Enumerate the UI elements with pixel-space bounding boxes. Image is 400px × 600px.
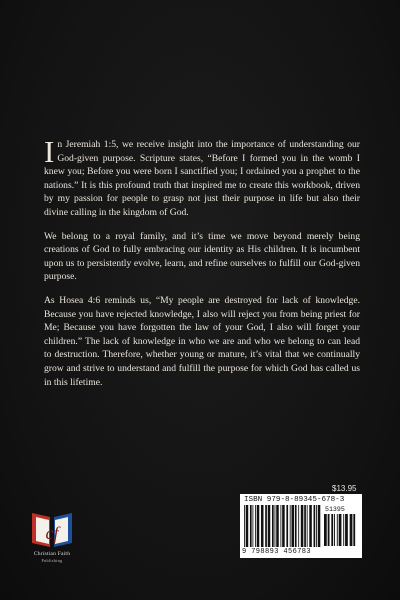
barcode-bar: [280, 505, 281, 547]
barcode-bar: [328, 514, 330, 546]
barcode-bar: [339, 514, 342, 546]
barcode-bar: [291, 505, 294, 547]
barcode-bar: [298, 505, 299, 547]
barcode-bar: [337, 514, 338, 546]
barcode-bar: [304, 505, 306, 547]
isbn-text: ISBN 979-8-89345-678-3: [244, 496, 345, 504]
paragraph-1: [44, 134, 360, 220]
publisher-subtitle: Publishing: [41, 558, 63, 563]
book-logo-icon: [28, 507, 76, 553]
drop-cap: I: [44, 134, 55, 169]
paragraph-3: As Hosea 4:6 reminds us, “My people are destroyed for lack of knowledge. Because you have rejected knowledge, I also will reject you from being priest for Me; Because you have forgotten the law of your God, I also will forget your children.” The lack of knowledge in who we are and who we belong to can lead to destruction. Therefore, whether young or mature, it’s vital that we continually grow and strive to understand and fulfill the purpose for which God has called us in this lifetime.: [44, 294, 360, 388]
price-label: $13.95: [332, 484, 357, 493]
barcode-bar: [314, 505, 316, 547]
barcode-bar: [265, 505, 267, 547]
barcode-bar: [250, 505, 252, 547]
barcode-bar: [275, 505, 276, 547]
barcode-bar: [334, 514, 335, 546]
barcode-bar: [295, 505, 297, 547]
ean-digits: 9 798893 456783: [242, 548, 312, 556]
barcode-bar: [282, 505, 285, 547]
barcode-bar: [261, 505, 264, 547]
barcode-bar: [290, 505, 291, 547]
barcode-bar: [331, 514, 333, 546]
paragraph-1-text: n Jeremiah 1:5, we receive insight into the importance of understanding our God-given purpose. Scripture states, “Before I formed you in the womb I knew you; Before you were born I sanctified you; I ordained you a prophet to the nations.” It is this profound truth that inspired me to create this workbook, driven by my passion for people to grasp not just their purpose in life but also their divine calling in the kingdom of God.: [44, 139, 360, 218]
barcode-bar: [345, 514, 348, 546]
barcode-bar: [257, 505, 260, 547]
barcode-bar: [324, 514, 327, 546]
barcode-bar: [246, 505, 249, 547]
barcode-bar: [286, 505, 288, 547]
publisher-name: Christian Faith: [33, 551, 71, 557]
barcode-bar: [272, 505, 274, 547]
paragraph-2: We belong to a royal family, and it’s time we move beyond merely being creations of God to fully embracing our identity as His children. It is incumbent upon us to persistently evolve, learn, and refine ourselves to fulfill our God-given purpose.: [44, 230, 360, 283]
barcode-bar: [316, 505, 317, 547]
barcode-bar: [255, 505, 256, 547]
barcode-bar: [318, 505, 321, 547]
addon-barcode-bars: [324, 514, 358, 546]
barcode-bar: [343, 514, 344, 546]
back-cover-text: [44, 134, 360, 399]
barcode-bar: [276, 505, 279, 547]
barcode-bar: [268, 505, 271, 547]
barcode-bar: [350, 514, 353, 546]
barcode-bar: [252, 505, 253, 547]
isbn-barcode: [240, 494, 362, 558]
addon-number: 51395: [325, 506, 345, 513]
logo-letters: cf: [45, 523, 59, 543]
barcode-bar: [244, 505, 245, 547]
barcode-bar: [307, 505, 308, 547]
barcode-bar: [353, 514, 355, 546]
barcode-bar: [309, 505, 312, 547]
barcode-bar: [301, 505, 304, 547]
ean-barcode-bars: [244, 505, 324, 547]
